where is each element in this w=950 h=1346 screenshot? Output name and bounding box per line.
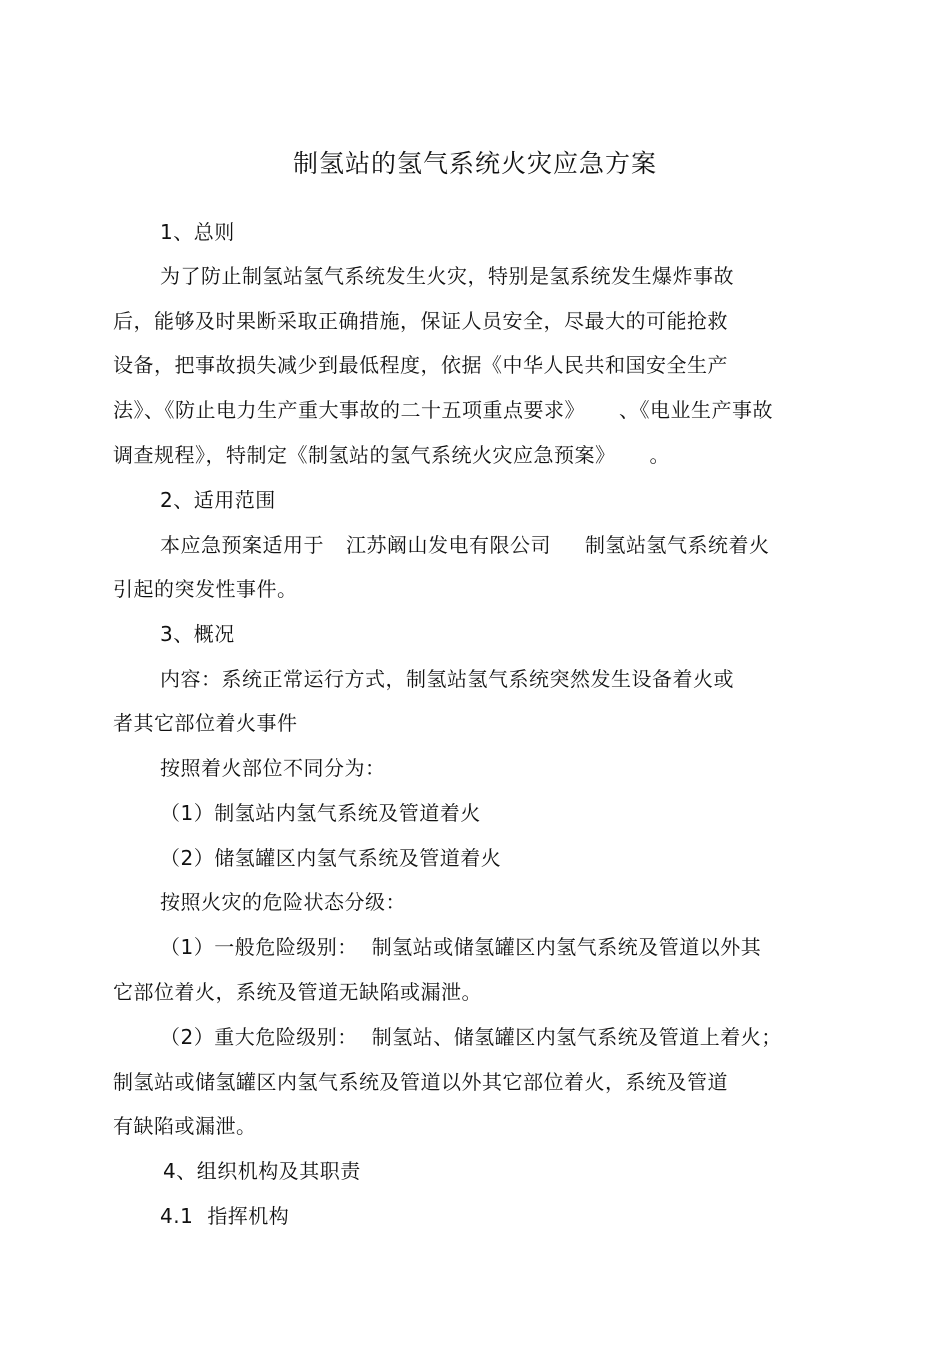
section-4-1-title: 指挥机构 <box>207 1204 290 1228</box>
section-1-paragraph-line-4 <box>113 395 773 425</box>
section-3-fire-location-item-1: （1）制氢站内氢气系统及管道着火 <box>160 801 481 825</box>
section-2-paragraph-line-1-part-3: 制氢站氢气系统着火 <box>585 533 770 557</box>
section-3-paragraph-line-1: 内容：系统正常运行方式，制氢站氢气系统突然发生设备着火或 <box>160 667 734 691</box>
danger-level-2-line-2: 制氢站或储氢罐区内氢气系统及管道以外其它部位着火，系统及管道 <box>113 1070 728 1094</box>
section-2-paragraph-line-1-part-1: 本应急预案适用于 <box>160 533 324 557</box>
section-1-heading: 1、总则 <box>160 220 235 244</box>
section-2-paragraph-line-1 <box>160 530 770 560</box>
section-1-paragraph-line-5-part-2: 。 <box>649 443 670 467</box>
danger-level-2-line-3: 有缺陷或漏泄。 <box>113 1114 257 1138</box>
danger-level-2-label: （2）重大危险级别： <box>160 1025 358 1049</box>
section-2-paragraph-line-2: 引起的突发性事件。 <box>113 577 298 601</box>
danger-level-2-description: 制氢站、储氢罐区内氢气系统及管道上着火； <box>371 1025 782 1049</box>
section-1-paragraph-line-3: 设备，把事故损失减少到最低程度，依据《中华人民共和国安全生产 <box>113 353 728 377</box>
danger-level-1-line-2: 它部位着火，系统及管道无缺陷或漏泄。 <box>113 980 482 1004</box>
section-1-paragraph-line-5-part-1: 调查规程》，特制定《制氢站的氢气系统火灾应急预案》 <box>113 443 616 467</box>
section-1-paragraph-line-2: 后，能够及时果断采取正确措施，保证人员安全，尽最大的可能抢救 <box>113 309 728 333</box>
danger-level-1-line-1 <box>160 932 761 962</box>
section-4-heading: 4、组织机构及其职责 <box>163 1159 361 1183</box>
company-name: 江苏阚山发电有限公司 <box>346 533 551 557</box>
section-3-fire-location-intro: 按照着火部位不同分为： <box>160 756 386 780</box>
section-2-heading: 2、适用范围 <box>160 488 276 512</box>
document-title: 制氢站的氢气系统火灾应急方案 <box>292 149 657 178</box>
section-3-danger-level-intro: 按照火灾的危险状态分级： <box>160 890 406 914</box>
section-1-paragraph-line-5 <box>113 440 670 470</box>
section-3-paragraph-line-2: 者其它部位着火事件 <box>113 711 298 735</box>
section-4-1-number: 4.1 <box>160 1204 194 1228</box>
section-3-fire-location-item-2: （2）储氢罐区内氢气系统及管道着火 <box>160 846 502 870</box>
section-3-heading: 3、概况 <box>160 622 235 646</box>
danger-level-1-description: 制氢站或储氢罐区内氢气系统及管道以外其 <box>371 935 762 959</box>
danger-level-1-label: （1）一般危险级别： <box>160 935 358 959</box>
section-4-1-heading <box>160 1201 289 1231</box>
section-1-paragraph-line-4-part-2: 、《电业生产事故 <box>619 398 773 422</box>
section-1-paragraph-line-1: 为了防止制氢站氢气系统发生火灾，特别是氢系统发生爆炸事故 <box>160 264 734 288</box>
danger-level-2-line-1 <box>160 1022 782 1052</box>
section-1-paragraph-line-4-part-1: 法》、《防止电力生产重大事故的二十五项重点要求》 <box>113 398 585 422</box>
